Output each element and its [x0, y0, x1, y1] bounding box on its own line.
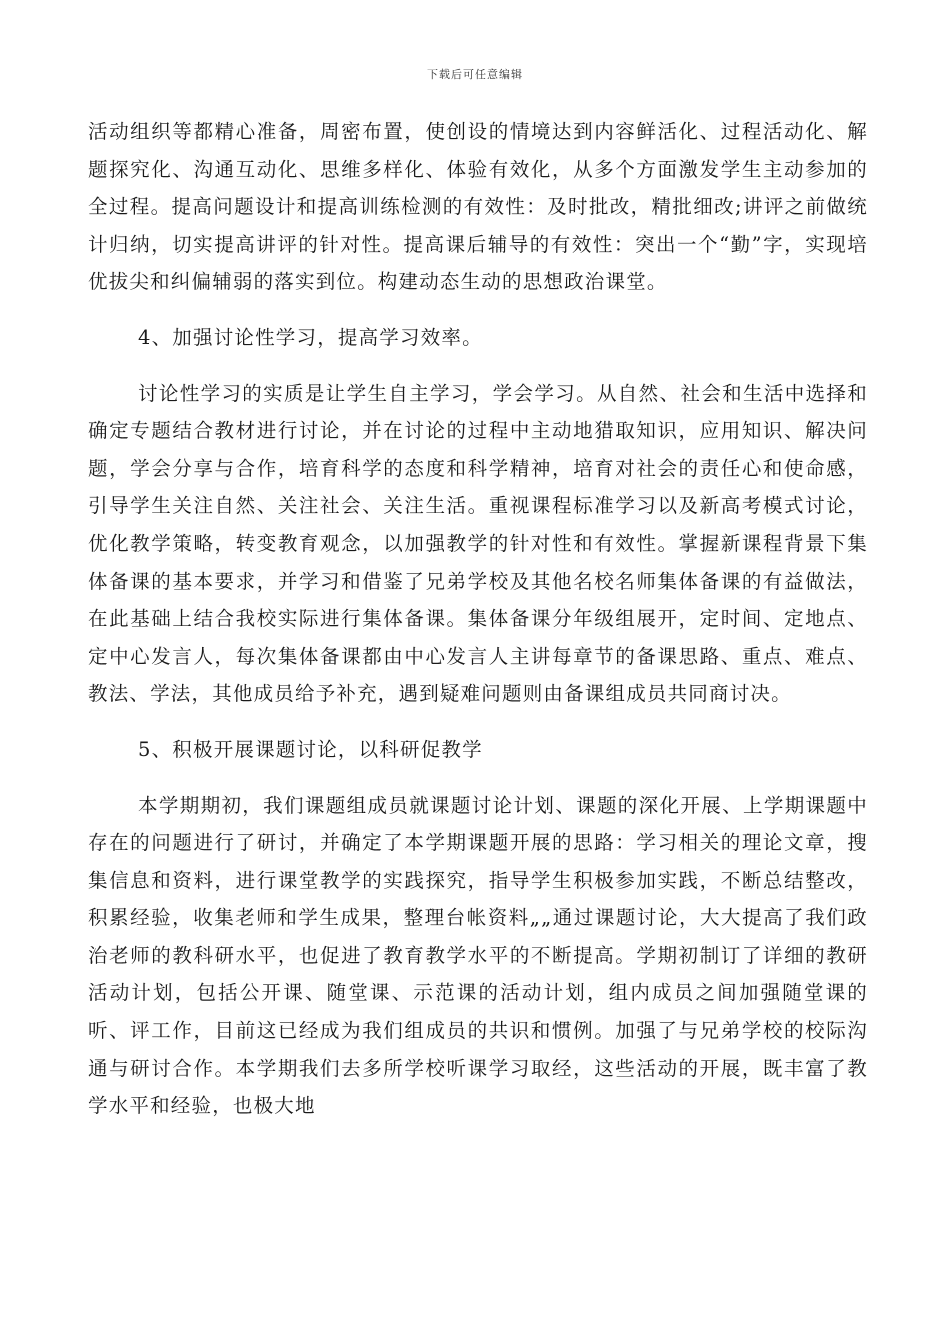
- page-header: 下载后可任意编辑: [427, 68, 523, 81]
- document-body: [88, 113, 868, 1125]
- section-heading-4: 4、加强讨论性学习，提高学习效率。: [138, 325, 483, 349]
- section-heading-5: 5、积极开展课题讨论，以科研促教学: [138, 737, 483, 761]
- paragraph-continuation: 活动组织等都精心准备，周密布置，使创设的情境达到内容鲜活化、过程活动化、解题探究化、沟通互动化、思维多样化、体验有效化，从多个方面激发学生主动参加的全过程。提高问题设计和提高训练检测的有效性：及时批改，精批细改;讲评之前做统计归纳，切实提高讲评的针对性。提高课后辅导的有效性：突出一个“勤”字，实现培优拔尖和纠偏辅弱的落实到位。构建动态生动的思想政治课堂。: [88, 120, 868, 294]
- paragraph-research-project: 本学期期初，我们课题组成员就课题讨论计划、课题的深化开展、上学期课题中存在的问题进行了研讨，并确定了本学期课题开展的思路：学习相关的理论文章，搜集信息和资料，进行课堂教学的实践探究，指导学生积极参加实践，不断总结整改，积累经验，收集老师和学生成果，整理台帐资料„„通过课题讨论，大大提高了我们政治老师的教科研水平，也促进了教育教学水平的不断提高。学期初制订了详细的教研活动计划，包括公开课、随堂课、示范课的活动计划，组内成员之间加强随堂课的听、评工作，目前这已经成为我们组成员的共识和惯例。加强了与兄弟学校的校际沟通与研讨合作。本学期我们去多所学校听课学习取经，这些活动的开展，既丰富了教学水平和经验，也极大地: [88, 793, 868, 1118]
- paragraph-discussion-learning: 讨论性学习的实质是让学生自主学习，学会学习。从自然、社会和生活中选择和确定专题结合教材进行讨论，并在讨论的过程中主动地猎取知识，应用知识、解决问题，学会分享与合作，培育科学的态度和科学精神，培育对社会的责任心和使命感，引导学生关注自然、关注社会、关注生活。重视课程标准学习以及新高考模式讨论，优化教学策略，转变教育观念，以加强教学的针对性和有效性。掌握新课程背景下集体备课的基本要求，并学习和借鉴了兄弟学校及其他名校名师集体备课的有益做法，在此基础上结合我校实际进行集体备课。集体备课分年级组展开，定时间、定地点、定中心发言人，每次集体备课都由中心发言人主讲每章节的备课思路、重点、难点、教法、学法，其他成员给予补充，遇到疑难问题则由备课组成员共同商讨决。: [88, 381, 868, 706]
